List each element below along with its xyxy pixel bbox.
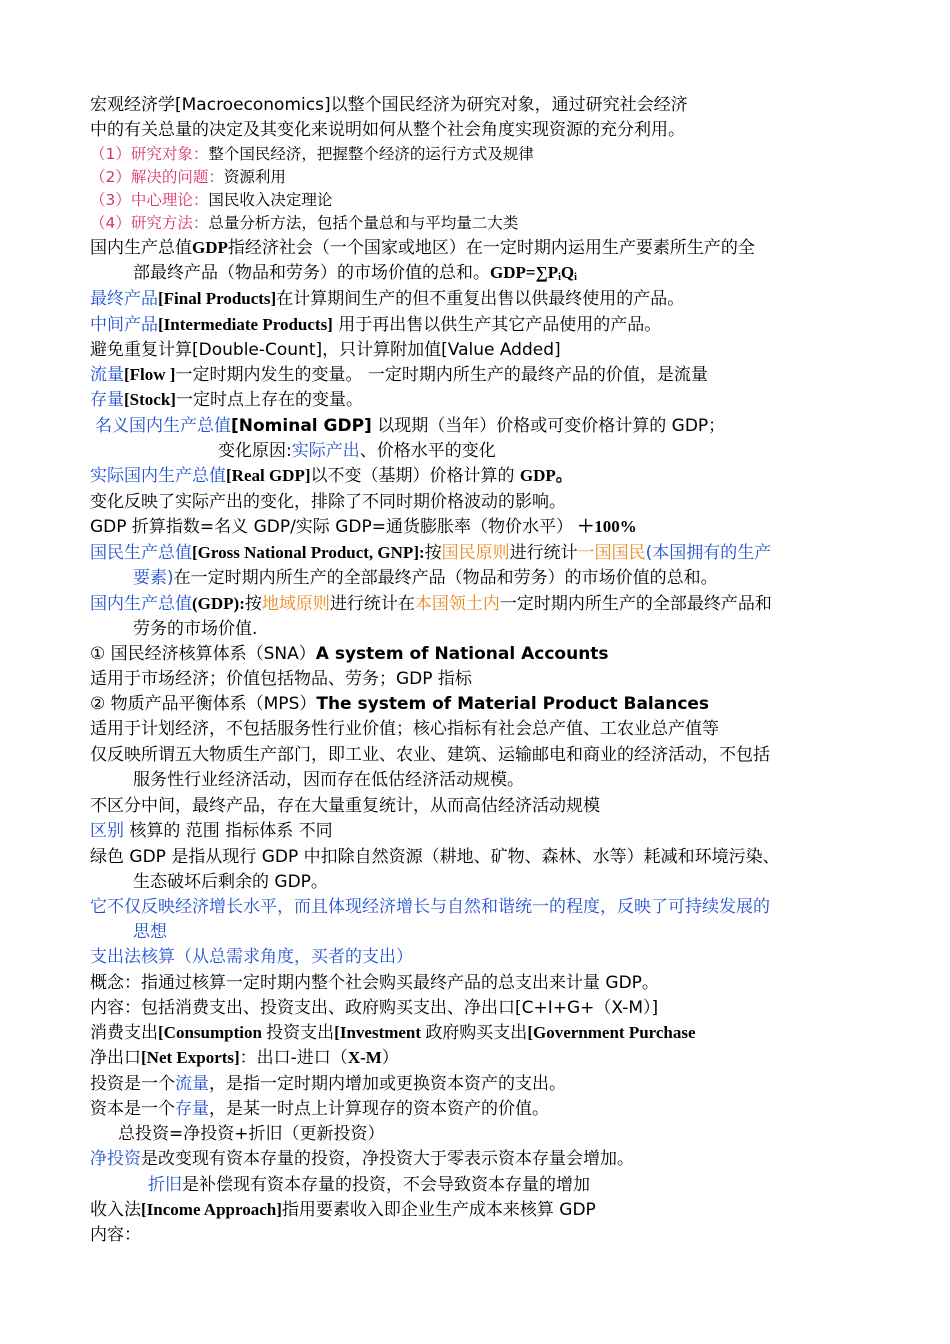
deflator-line: GDP 折算指数=名义 GDP/实际 GDP=通货膨胀率（物价水平） ＋100%: [90, 517, 637, 537]
term: 名义国内生产总值: [95, 416, 231, 436]
gdp-territory-line-2: 劳务的市场价值.: [133, 619, 258, 639]
term-en: [Nominal GDP]: [231, 416, 372, 436]
green-gdp-line-1: 绿色 GDP 是指从现行 GDP 中扣除自然资源（耕地、矿物、森林、水等）耗减和环境污染、: [90, 847, 780, 867]
depreciation-line: 折旧是补偿现有资本存量的投资，不会导致资本存量的增加: [148, 1175, 590, 1195]
item-label: 解决的问题：: [130, 168, 224, 186]
term: 实际国内生产总值: [90, 466, 226, 486]
net-exports-line: 净出口[Net Exports]：出口-进口（X-M）: [90, 1048, 399, 1068]
term: 中间产品: [90, 315, 158, 335]
green-gdp-line-3: 它不仅反映经济增长水平，而且体现经济增长与自然和谐统一的程度，反映了可持续发展的: [90, 897, 770, 917]
term-en: [Stock]: [124, 390, 176, 409]
expenditure-content: 内容：包括消费支出、投资支出、政府购买支出、净出口[C+I+G+（X-M）]: [90, 998, 659, 1018]
sna-usage-line: 适用于市场经济；价值包括物品、劳务；GDP 指标: [90, 669, 472, 689]
term-en: [Final Products]: [158, 289, 277, 308]
gdp-territory-line-1: 国内生产总值(GDP):按地域原则进行统计在本国领土内一定时期内所生产的全部最终产品和: [90, 594, 772, 614]
list-item: [90, 167, 286, 187]
intro-line-1: 宏观经济学[Macroeconomics]以整个国民经济为研究对象，通过研究社会经济: [90, 95, 688, 115]
gdp-def-text: 指经济社会（一个国家或地区）在一定时期内运用生产要素所生产的全: [227, 238, 755, 258]
expenditure-components: 消费支出[Consumption 投资支出[Investment 政府购买支出[Government Purchase: [90, 1023, 696, 1043]
gdp-term: 国内生产总值: [90, 238, 192, 258]
item-text: 国民收入决定理论: [208, 191, 333, 209]
item-text: 总量分析方法，包括个量总和与平均量二大类: [208, 214, 519, 232]
term: 最终产品: [90, 289, 158, 309]
investment-flow-line: 投资是一个流量，是指一定时期内增加或更换资本资产的支出。: [90, 1074, 566, 1094]
term-en: [Real GDP]: [226, 466, 311, 485]
item-number: （2）: [90, 168, 131, 186]
nominal-gdp-line: 名义国内生产总值[Nominal GDP] 以现期（当年）价格或可变价格计算的 GDP；: [95, 416, 726, 436]
capital-stock-line: 资本是一个存量，是某一时点上计算现存的资本资产的价值。: [90, 1099, 549, 1119]
item-text: 资源利用: [223, 168, 286, 186]
term-en: [Intermediate Products]: [158, 315, 333, 334]
term-en: [Flow ]: [124, 365, 176, 384]
stock-line: 存量[Stock]一定时点上存在的变量。: [90, 390, 363, 410]
flow-line: 流量[Flow ]一定时期内发生的变量。 一定时期内所生产的最终产品的价值，是流量: [90, 365, 708, 385]
difference-line: 区别 核算的 范围 指标体系 不同: [90, 821, 333, 841]
intermediate-product-line: 中间产品[Intermediate Products] 用于再出售以供生产其它产品使用的产品。: [90, 315, 662, 335]
green-gdp-line-2: 生态破坏后剩余的 GDP。: [133, 872, 328, 892]
gdp-definition-line-2: [133, 263, 577, 288]
gnp-line-2: 要素)在一定时期内所生产的全部最终产品（物品和劳务）的市场价值的总和。: [133, 568, 718, 588]
content-label: 内容：: [90, 1225, 141, 1245]
nominal-change-line: 变化原因:实际产出、价格水平的变化: [218, 441, 496, 461]
mps-line: ② 物质产品平衡体系（MPS）The system of Material Product Balances: [90, 694, 710, 714]
list-item: [90, 190, 332, 210]
intro-line-2: 中的有关总量的决定及其变化来说明如何从整个社会角度实现资源的充分利用。: [90, 120, 685, 140]
mps-note-line-2: 服务性行业经济活动，因而存在低估经济活动规模。: [133, 770, 524, 790]
gdp-abbr: GDP: [192, 238, 228, 257]
real-change-line: 变化反映了实际产出的变化，排除了不同时期价格波动的影响。: [90, 492, 566, 512]
term: 存量: [90, 390, 124, 410]
list-item: [90, 144, 534, 164]
double-count-line: 避免重复计算[Double-Count]，只计算附加值[Value Added]: [90, 340, 561, 360]
item-number: （1）: [90, 145, 131, 163]
sna-line: ① 国民经济核算体系（SNA）A system of National Accounts: [90, 644, 609, 664]
mps-usage-line: 适用于计划经济，不包括服务性行业价值；核心指标有社会总产值、工农业总产值等: [90, 719, 719, 739]
mps-note-line-1: 仅反映所谓五大物质生产部门，即工业、农业、建筑、运输邮电和商业的经济活动，不包括: [90, 745, 770, 765]
expenditure-title: 支出法核算（从总需求角度，买者的支出）: [90, 947, 413, 967]
net-investment-line: 净投资是改变现有资本存量的投资，净投资大于零表示资本存量会增加。: [90, 1149, 634, 1169]
item-number: （3）: [90, 191, 131, 209]
item-number: （4）: [90, 214, 131, 232]
item-label: 研究对象：: [130, 145, 209, 163]
expenditure-concept: 概念：指通过核算一定时期内整个社会购买最终产品的总支出来计量 GDP。: [90, 973, 659, 993]
gdp-def-text: 部最终产品（物品和劳务）的市场价值的总和。: [133, 263, 490, 283]
item-text: 整个国民经济，把握整个经济的运行方式及规律: [208, 145, 534, 163]
final-product-line: 最终产品[Final Products]在计算期间生产的但不重复出售以供最终使用的产品。: [90, 289, 685, 309]
item-label: 中心理论：: [130, 191, 209, 209]
mps-note-line-3: 不区分中间，最终产品，存在大量重复统计，从而高估经济活动规模: [90, 796, 600, 816]
green-gdp-line-4: 思想: [133, 922, 167, 942]
income-approach-line: 收入法[Income Approach]指用要素收入即企业生产成本来核算 GDP: [90, 1200, 596, 1220]
term: 国内生产总值: [90, 594, 192, 614]
term-en: [Gross National Product, GNP]:: [192, 543, 425, 562]
real-gdp-line: 实际国内生产总值[Real GDP]以不变（基期）价格计算的 GDP。: [90, 466, 573, 486]
gnp-line-1: 国民生产总值[Gross National Product, GNP]:按国民原则进行统计一国国民(本国拥有的生产: [90, 543, 772, 563]
term: 国民生产总值: [90, 543, 192, 563]
gdp-definition-line-1: [90, 238, 755, 258]
total-investment-line: 总投资=净投资+折旧（更新投资）: [118, 1124, 385, 1144]
list-item: [90, 213, 518, 233]
term-en: (GDP):: [192, 594, 245, 613]
item-label: 研究方法：: [130, 214, 209, 232]
term: 流量: [90, 365, 124, 385]
gdp-formula: $GDP=\sum P_iQ_i$: [490, 263, 577, 283]
